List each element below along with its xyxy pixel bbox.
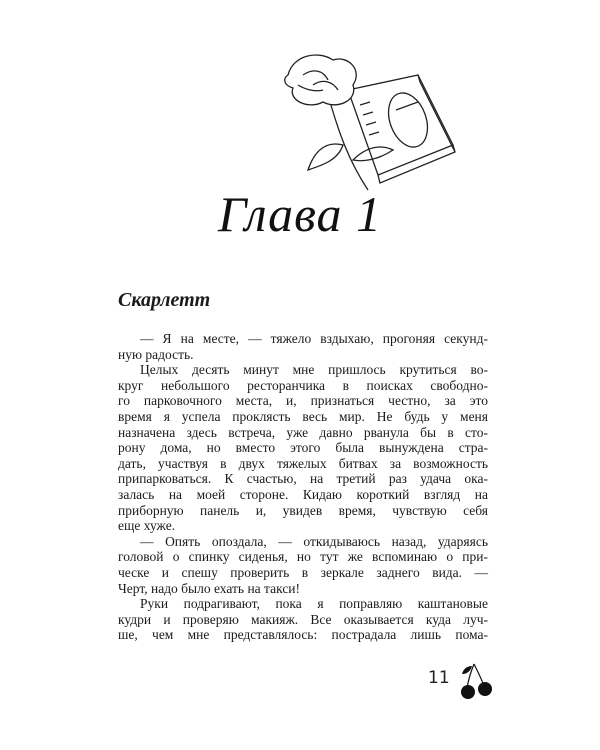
- page-number: 11: [428, 668, 450, 688]
- text-line: назначена здесь встреча, уже давно рванула бы в сто-: [118, 424, 488, 440]
- text-line: ше, чем мне представлялось: пострадала лишь пома-: [118, 627, 488, 643]
- section-heading: Скарлетт: [118, 289, 211, 311]
- peony-flower-and-book-icon: [268, 50, 463, 195]
- text-line: головой о спинку сиденья, но тут же вспоминаю о при-: [118, 549, 488, 565]
- text-line: еще хуже.: [118, 518, 176, 534]
- cherry-icon: [460, 660, 495, 700]
- text-line: время я успела проклясть весь мир. Не будь у меня: [118, 408, 488, 424]
- text-line: кудри и проверяю макияж. Все оказывается куда луч-: [118, 611, 488, 627]
- text-line: Черт, надо было ехать на такси!: [118, 580, 301, 596]
- text-line: ную радость.: [118, 346, 194, 362]
- text-line: круг небольшого ресторанчика в поисках свободно-: [118, 377, 488, 393]
- text-line: ческе и спешу проверить в зеркале заднего вида. —: [118, 564, 488, 580]
- text-line: приборную панель и, увидев время, чувствую себя: [118, 502, 488, 518]
- text-line: дать, участвуя в двух тяжелых битвах за возможность: [118, 455, 488, 471]
- text-line: рону дома, но вместо этого была вынуждена стра-: [118, 440, 488, 456]
- text-line: — Опять опоздала, — откидываюсь назад, ударяясь: [140, 533, 488, 549]
- text-line: Руки подрагивают, пока я поправляю каштановые: [140, 596, 488, 612]
- chapter-title: Глава 1: [217, 186, 383, 242]
- text-line: — Я на месте, — тяжело вздыхаю, прогоняя секунд-: [140, 331, 488, 346]
- text-line: припарковаться. К счастью, на третий раз удача ока-: [118, 471, 488, 487]
- text-line: залась на моей стороне. Кидаю короткий взгляд на: [118, 486, 488, 502]
- text-line: го парковочного места, и, признаться честно, за это: [118, 393, 488, 409]
- text-line: Целых десять минут мне пришлось крутиться во-: [140, 362, 488, 378]
- body-text: [118, 331, 488, 643]
